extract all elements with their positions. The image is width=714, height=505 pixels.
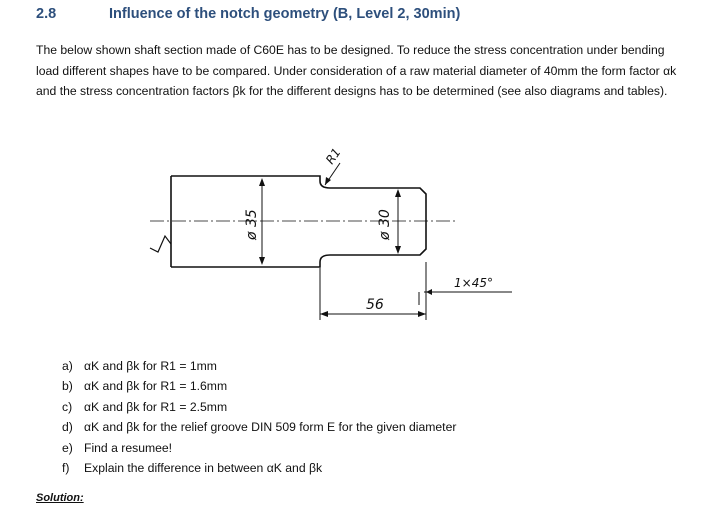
shaft-outline-lower [171,240,426,267]
task-item: a) αK and βk for R1 = 1mm [62,359,217,373]
task-item: d) αK and βk for the relief groove DIN 509 form E for the given diameter [62,420,457,435]
shaft-outline-upper [171,176,426,203]
break-line [150,236,171,252]
exercise-number: 2.8 [36,6,57,22]
dim-dia-large: ø 35 [244,209,260,240]
exercise-title: Influence of the notch geometry (B, Level 2, 30min) [109,6,461,22]
dim-dia-small: ø 30 [377,209,393,240]
dim-length: 56 [366,297,384,313]
radius-label: R1 [322,145,344,167]
task-item: f) Explain the difference in between αK and βk [62,461,323,476]
chamfer-label: 1×45° [454,276,493,290]
task-item: e) Find a resumee! [62,440,173,455]
intro-paragraph: The below shown shaft section made of C60E has to be designed. To reduce the stress concentration under bending load different shapes have to be compared. Under consideration of a raw material diameter of 40mm the form factor αk and the stress concentration factors βk for the different designs has to be determined (see also diagrams and tables). [36,43,677,98]
task-item: b) αK and βk for R1 = 1.6mm [62,379,228,394]
task-list [62,356,456,478]
solution-heading: Solution: [36,492,84,504]
task-item: c) αK and βk for R1 = 2.5mm [62,399,228,414]
